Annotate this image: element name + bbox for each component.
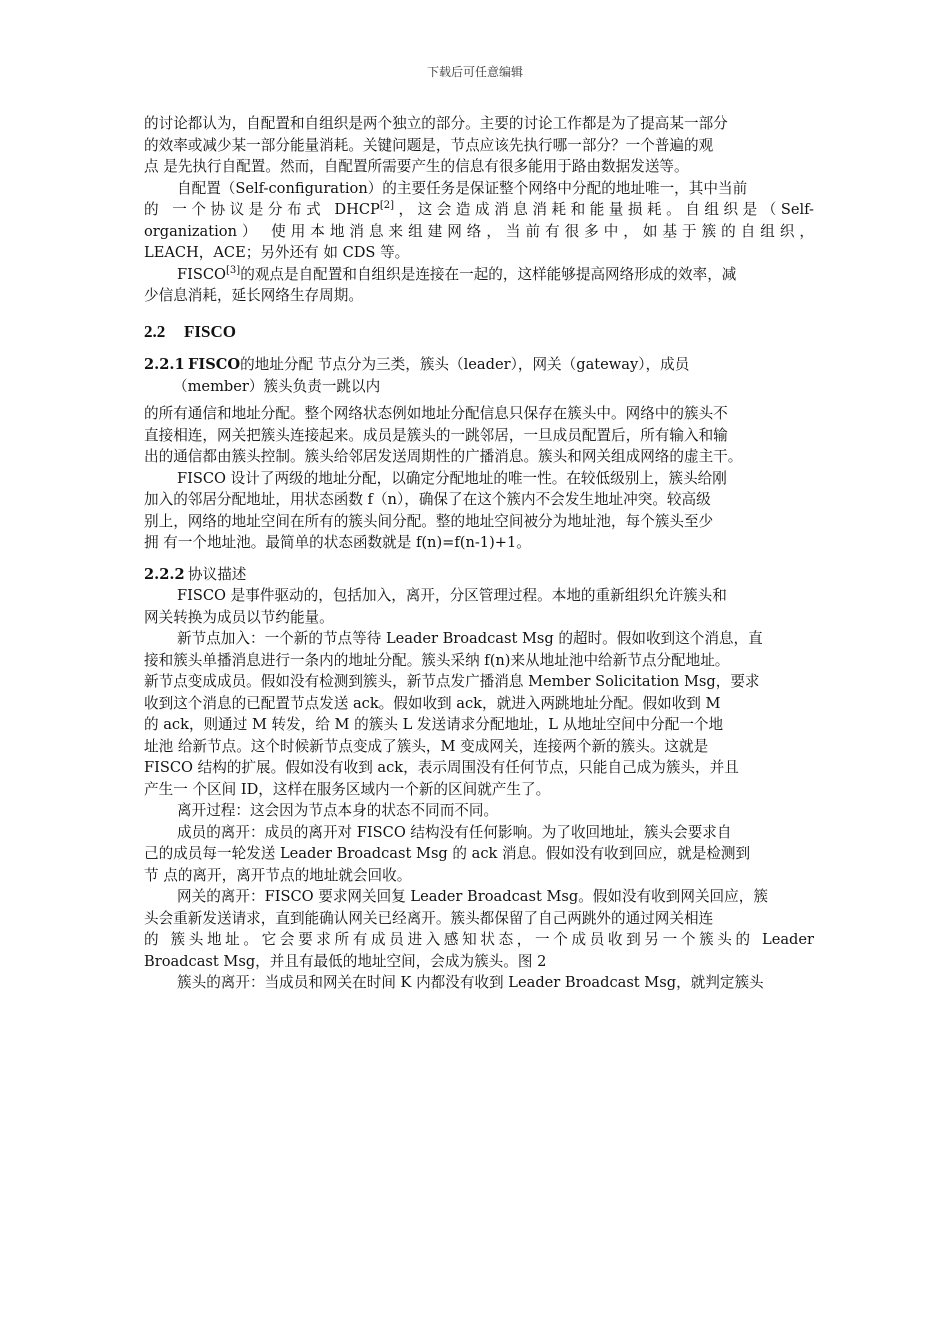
- text-line: 直接相连，网关把簇头连接起来。成员是簇头的一跳邻居，一旦成员配置后，所有输入和输: [144, 426, 728, 444]
- section-heading-2-2-2: [144, 564, 814, 586]
- text-line: 的所有通信和地址分配。整个网络状态例如地址分配信息只保存在簇头中。网络中的簇头不: [144, 405, 728, 422]
- paragraph: [144, 886, 814, 972]
- text-line: 新节点变成成员。假如没有检测到簇头，新节点发广播消息 Member Solicitation Msg，要求: [144, 673, 760, 690]
- text-line: 网关的离开：FISCO 要求网关回复 Leader Broadcast Msg。假如没有收到网关回应，簇: [177, 888, 768, 905]
- paragraph: [144, 468, 814, 554]
- text-span: 的观点是自配置和自组织是连接在一起的，这样能够提高网络形成的效率，减: [240, 265, 737, 283]
- text-line: 收到这个消息的已配置节点发送 ack。假如收到 ack，就进入两跳地址分配。假如收到 M: [144, 694, 721, 712]
- paragraph: [144, 822, 814, 887]
- text-line: 产生一 个区间 ID，这样在服务区域内一个新的区间就产生了。: [144, 780, 551, 798]
- section-title-continuation: （member）簇头负责一跳以内: [173, 377, 381, 395]
- text-line: 接和簇头单播消息进行一条内的地址分配。簇头采纳 f(n)来从地址池中给新节点分配地址。: [144, 651, 730, 669]
- section-number: 2.2.2: [144, 565, 185, 583]
- text-line: 的效率或减少某一部分能量消耗。关键问题是，节点应该先执行哪一部分？一个普遍的观: [144, 136, 714, 154]
- text-line: 拥 有一个地址池。最简单的状态函数就是 f(n)=f(n-1)+1。: [144, 534, 531, 551]
- section-title-bold: FISCO: [188, 356, 241, 373]
- text-line: [144, 199, 814, 221]
- text-span: ，这会造成消息消耗和能量损耗。自组织是（Self-: [393, 201, 814, 218]
- text-line: FISCO 是事件驱动的，包括加入，离开，分区管理过程。本地的重新组织允许簇头和: [177, 587, 727, 604]
- paragraph: 离开过程：这会因为节点本身的状态不同而不同。: [177, 802, 499, 819]
- text-line: 新节点加入：一个新的节点等待 Leader Broadcast Msg 的超时。假如收到这个消息，直: [177, 630, 763, 647]
- page-header: 下载后可任意编辑: [426, 65, 523, 79]
- citation-ref: [3]: [226, 264, 241, 276]
- paragraph: [144, 113, 814, 178]
- section-heading-2-2: [144, 321, 814, 343]
- text-line: Broadcast Msg，并且有最低的地址空间，会成为簇头。图 2: [144, 952, 547, 970]
- text-line: 加入的邻居分配地址，用状态函数 f（n），确保了在这个簇内不会发生地址冲突。较高级: [144, 491, 711, 508]
- section-title: FISCO: [184, 321, 236, 341]
- text-line: 网关转换为成员以节约能量。: [144, 608, 334, 626]
- text-line: 址池 给新节点。这个时候新节点变成了簇头，M 变成网关，连接两个新的簇头。这就是: [144, 737, 709, 755]
- section-number: 2.2.1: [144, 356, 185, 373]
- text-line: 别上，网络的地址空间在所有的簇头间分配。整的地址空间被分为地址池，每个簇头至少: [144, 512, 714, 530]
- citation-ref: [2]: [379, 200, 394, 212]
- paragraph: [144, 264, 814, 307]
- text-line: 自配置（Self-configuration）的主要任务是保证整个网络中分配的地址唯一，其中当前: [177, 179, 748, 197]
- section-heading-2-2-1: [144, 354, 814, 397]
- text-line: 己的成员每一轮发送 Leader Broadcast Msg 的 ack 消息。假如没有收到回应，就是检测到: [144, 845, 751, 862]
- paragraph: [144, 403, 814, 468]
- paragraph: 簇头的离开：当成员和网关在时间 K 内都没有收到 Leader Broadcast Msg，就判定簇头: [177, 974, 764, 991]
- text-line: 的 ack，则通过 M 转发，给 M 的簇头 L 发送请求分配地址，L 从地址空间中分配一个地: [144, 716, 724, 733]
- paragraph: [144, 178, 814, 264]
- section-title: 的地址分配 节点分为三类，簇头（leader），网关（gateway），成员: [240, 356, 690, 373]
- paragraph: [144, 585, 814, 628]
- text-line: 节 点的离开，离开节点的地址就会回收。: [144, 866, 412, 884]
- text-line: 的讨论都认为，自配置和自组织是两个独立的部分。主要的讨论工作都是为了提高某一部分: [144, 115, 728, 132]
- text-line: FISCO 设计了两级的地址分配，以确定分配地址的唯一性。在较低级别上，簇头给刚: [177, 469, 727, 487]
- text-line: 的 簇头地址。它会要求所有成员进入感知状态，一个成员收到另一个簇头的 Leader: [144, 931, 814, 948]
- text-line: 少信息消耗，延长网络生存周期。: [144, 287, 363, 304]
- section-number: 2.2: [144, 321, 166, 341]
- text-line: FISCO 结构的扩展。假如没有收到 ack，表示周围没有任何节点，只能自己成为簇头，并且: [144, 759, 739, 776]
- text-line: 点 是先执行自配置。然而，自配置所需要产生的信息有很多能用于路由数据发送等。: [144, 158, 689, 175]
- text-line: LEACH，ACE；另外还有 如 CDS 等。: [144, 244, 410, 261]
- text-line: 出的通信都由簇头控制。簇头给邻居发送周期性的广播消息。簇头和网关组成网络的虚主干。: [144, 448, 743, 465]
- text-span: 的 一个协议是分布式 DHCP: [144, 201, 380, 218]
- paragraph: [144, 628, 814, 800]
- document-body: [144, 113, 814, 994]
- text-line: 头会重新发送请求，直到能确认网关已经离开。簇头都保留了自己两跳外的通过网关相连: [144, 909, 714, 927]
- text-span: FISCO: [177, 265, 227, 283]
- text-line: 成员的离开：成员的离开对 FISCO 结构没有任何影响。为了收回地址，簇头会要求自: [177, 823, 732, 841]
- text-line: organization） 使用本地消息来组建网络，当前有很多中，如基于簇的自组织，: [144, 222, 814, 240]
- text-line: [144, 264, 814, 286]
- section-title: 协议描述: [188, 565, 247, 583]
